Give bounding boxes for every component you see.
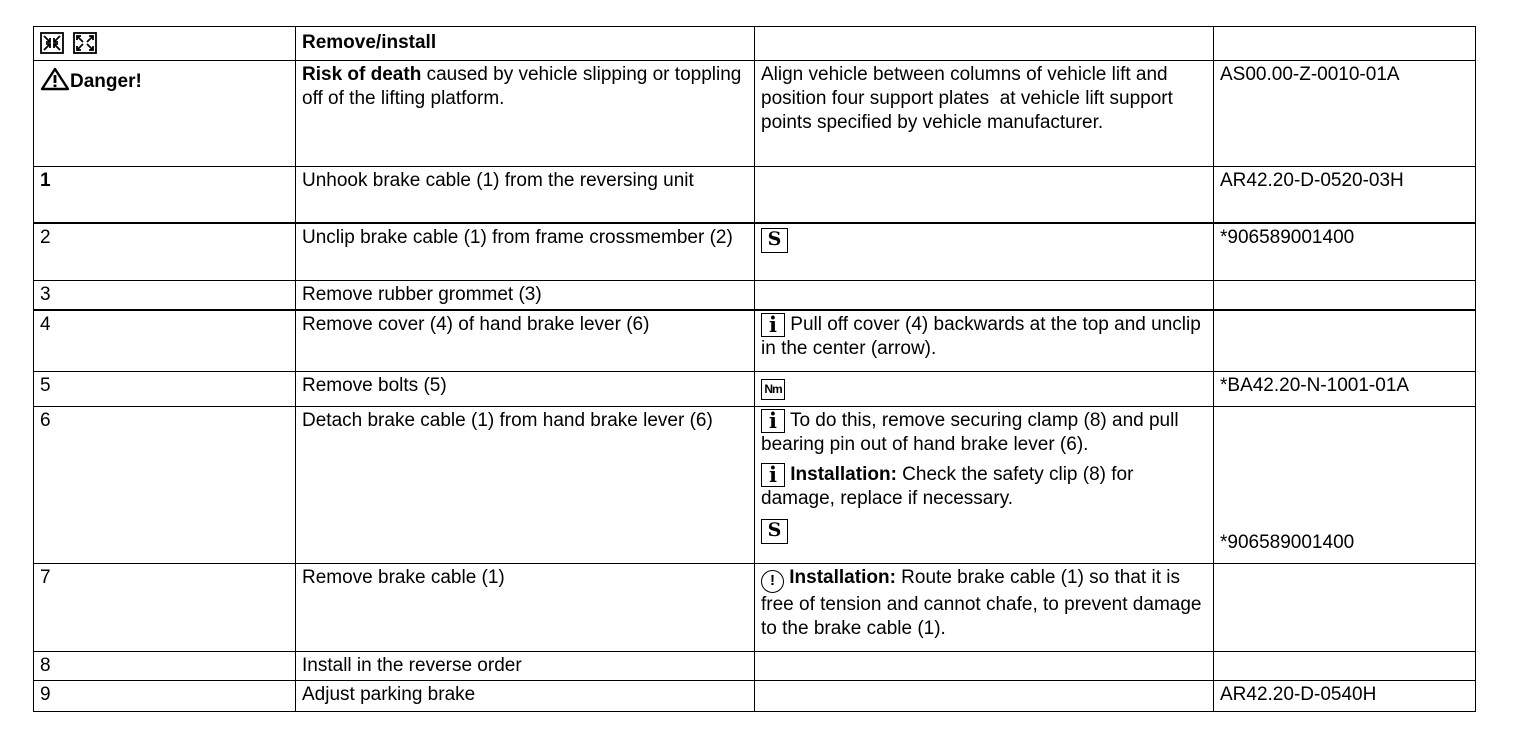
step-note-cell <box>755 407 1214 564</box>
installation-label: Installation: <box>789 567 896 588</box>
step-note <box>755 652 1214 681</box>
step-ref: *906589001400 <box>1214 223 1476 281</box>
torque-icon: Nm <box>761 379 785 400</box>
step-ref: AR42.20-D-0520-03H <box>1214 167 1476 223</box>
step-number: 2 <box>34 223 296 281</box>
special-tool-icon: S <box>761 228 788 253</box>
step-number: 1 <box>34 167 296 223</box>
table-row-danger <box>34 61 1476 167</box>
step-text: Unclip brake cable (1) from frame crossmember (2) <box>296 223 755 281</box>
step-number: 8 <box>34 652 296 681</box>
table-row <box>34 407 1476 564</box>
step-text: Detach brake cable (1) from hand brake lever (6) <box>296 407 755 564</box>
danger-cell <box>34 61 296 167</box>
step-number: 3 <box>34 281 296 310</box>
step-ref: *BA42.20-N-1001-01A <box>1214 372 1476 407</box>
table-row <box>34 652 1476 681</box>
step-number: 5 <box>34 372 296 407</box>
step-number: 9 <box>34 681 296 712</box>
risk-bold: Risk of death <box>302 64 422 85</box>
step-ref <box>1214 652 1476 681</box>
step-text: Remove cover (4) of hand brake lever (6) <box>296 310 755 372</box>
table-row <box>34 372 1476 407</box>
info-icon: i <box>761 313 785 337</box>
table-row-header <box>34 27 1476 61</box>
step-note <box>755 681 1214 712</box>
step-note: Check the safety clip (8) for damage, replace if necessary. <box>761 464 1134 509</box>
danger-risk-cell <box>296 61 755 167</box>
install-icon <box>73 32 97 54</box>
info-icon: i <box>761 409 785 433</box>
step-ref-cell <box>1214 407 1476 564</box>
step-ref: AR42.20-D-0540H <box>1214 681 1476 712</box>
procedure-table <box>33 26 1476 712</box>
caution-icon: ! <box>761 570 784 593</box>
step-note-cell <box>755 564 1214 652</box>
step-note: To do this, remove securing clamp (8) and pull bearing pin out of hand brake lever (6). <box>761 410 1179 455</box>
step-text: Unhook brake cable (1) from the reversing unit <box>296 167 755 223</box>
table-row <box>34 281 1476 310</box>
step-ref <box>1214 281 1476 310</box>
header-title: Remove/install <box>296 27 755 61</box>
step-number: 4 <box>34 310 296 372</box>
step-note-cell <box>755 310 1214 372</box>
danger-note: Align vehicle between columns of vehicle lift and position four support plates at vehicle lift support points specified by vehicle manufacturer. <box>755 61 1214 167</box>
step-note <box>755 281 1214 310</box>
step-note: Pull off cover (4) backwards at the top and unclip in the center (arrow). <box>761 313 1201 359</box>
note-paragraph <box>761 463 1208 511</box>
step-note: Route brake cable (1) so that it is free of tension and cannot chafe, to prevent damage to the brake cable (1). <box>761 567 1202 639</box>
step-note <box>755 372 1214 407</box>
table-row <box>34 310 1476 372</box>
step-text: Install in the reverse order <box>296 652 755 681</box>
step-number: 7 <box>34 564 296 652</box>
special-tool-icon: S <box>761 519 788 544</box>
step-note <box>755 223 1214 281</box>
info-icon: i <box>761 463 785 487</box>
step-ref: *906589001400 <box>1220 532 1355 553</box>
header-icons-cell <box>34 27 296 61</box>
danger-ref: AS00.00-Z-0010-01A <box>1214 61 1476 167</box>
danger-label: Danger! <box>70 71 142 92</box>
header-empty-cell <box>1214 27 1476 61</box>
table-row <box>34 223 1476 281</box>
step-ref <box>1214 310 1476 372</box>
warning-triangle-icon <box>40 67 70 91</box>
installation-label: Installation: <box>790 464 897 485</box>
note-paragraph <box>761 409 1208 457</box>
header-empty-cell <box>755 27 1214 61</box>
risk-text: caused by vehicle slipping or toppling off of the lifting platform. <box>302 64 742 109</box>
table-row <box>34 167 1476 223</box>
step-text: Adjust parking brake <box>296 681 755 712</box>
step-ref <box>1214 564 1476 652</box>
step-text: Remove brake cable (1) <box>296 564 755 652</box>
remove-icon <box>40 32 64 54</box>
table-row <box>34 564 1476 652</box>
step-text: Remove rubber grommet (3) <box>296 281 755 310</box>
step-number: 6 <box>34 407 296 564</box>
step-note <box>755 167 1214 223</box>
step-text: Remove bolts (5) <box>296 372 755 407</box>
table-row <box>34 681 1476 712</box>
